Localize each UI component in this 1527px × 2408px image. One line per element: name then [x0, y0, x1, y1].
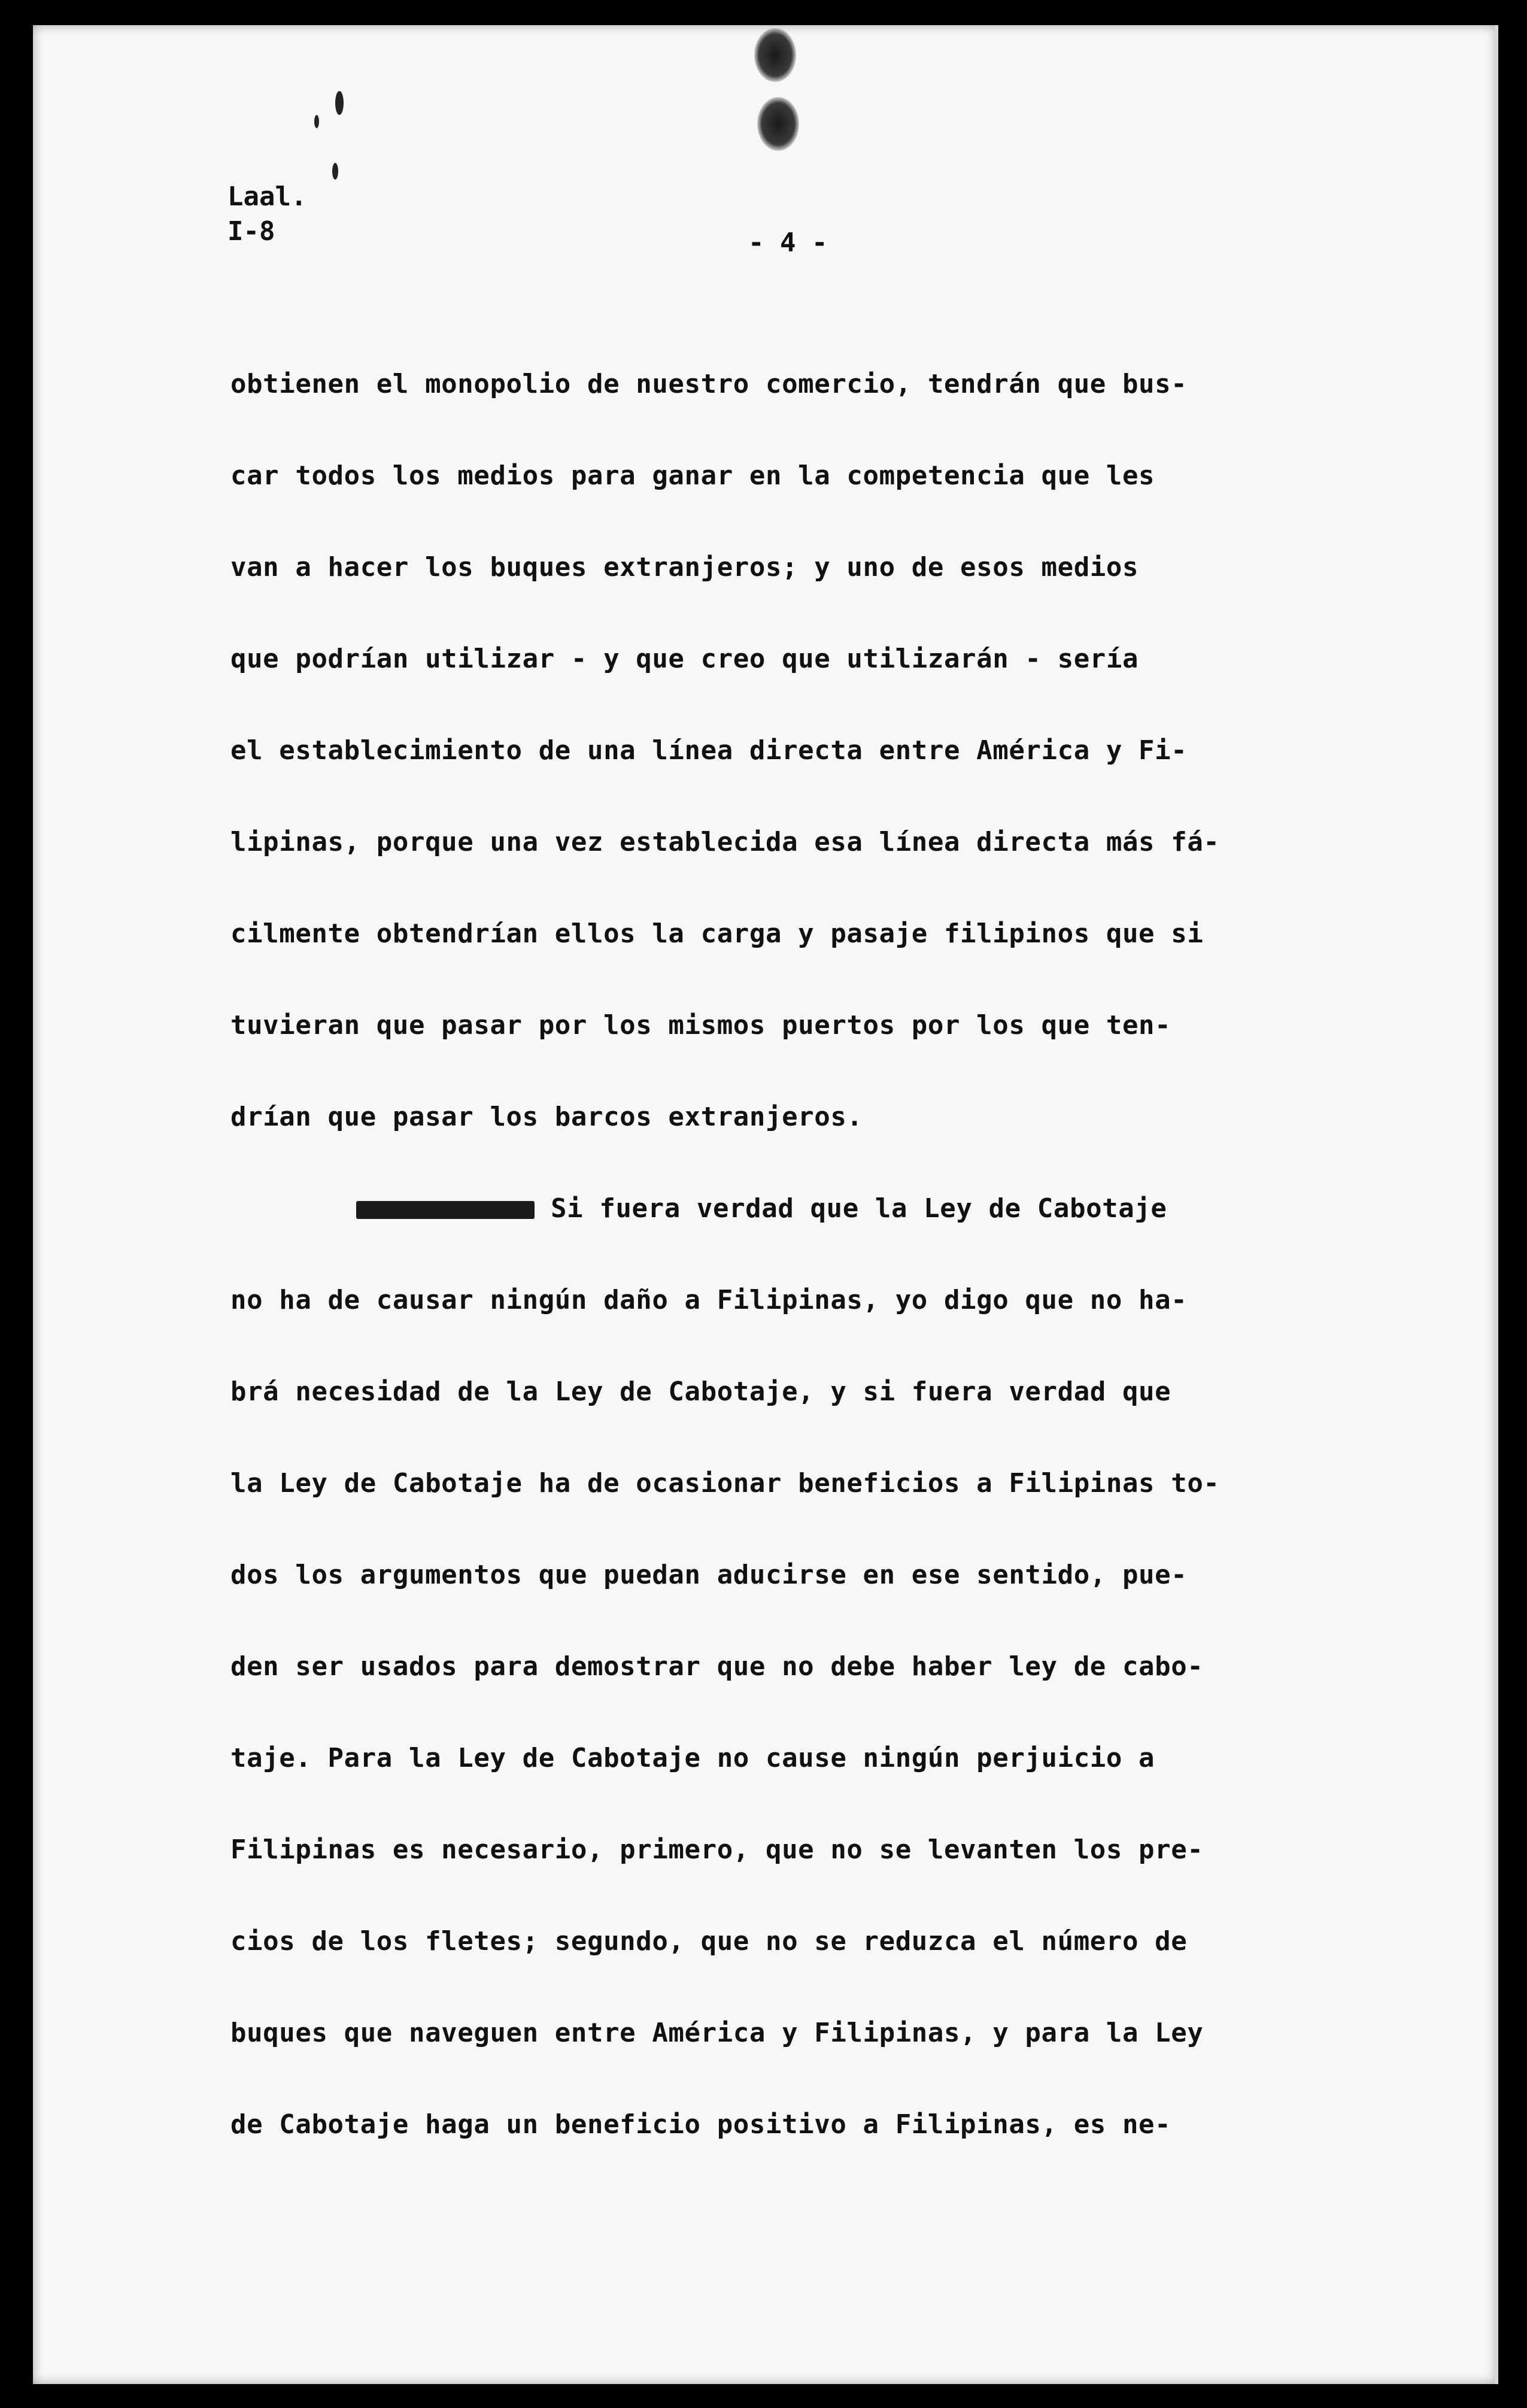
reference-line-2: I-8: [227, 216, 275, 247]
punch-hole: [754, 28, 796, 82]
text-line: no ha de causar ningún daño a Filipinas, yo digo que no ha-: [230, 1285, 1188, 1315]
text-line: Filipinas es necesario, primero, que no se levanten los pre-: [230, 1834, 1204, 1865]
text-line: que podrían utilizar - y que creo que utilizarán - sería: [230, 644, 1139, 674]
text-line: cios de los fletes; segundo, que no se reduzca el número de: [230, 1926, 1188, 1957]
text-line: tuvieran que pasar por los mismos puertos por los que ten-: [230, 1010, 1171, 1041]
paragraph-2-first-line: [230, 1163, 1362, 1254]
text-line: el establecimiento de una línea directa entre América y Fi-: [230, 735, 1188, 766]
reference-line-1: Laal.: [227, 181, 307, 212]
text-line: den ser usados para demostrar que no debe haber ley de cabo-: [230, 1651, 1204, 1682]
text-line: van a hacer los buques extranjeros; y uno de esos medios: [230, 552, 1139, 583]
text-line: lipinas, porque una vez establecida esa línea directa más fá-: [230, 827, 1220, 857]
reference-code: [227, 180, 306, 249]
text-line: de Cabotaje haga un beneficio positivo a Filipinas, es ne-: [230, 2109, 1171, 2140]
document-body: [230, 338, 1362, 2170]
ink-speck: [314, 115, 319, 128]
ink-speck: [335, 91, 344, 115]
page-edge: [1495, 25, 1498, 2384]
ink-speck: [332, 163, 338, 180]
text-line: car todos los medios para ganar en la competencia que les: [230, 460, 1155, 491]
text-line: Si fuera verdad que la Ley de Cabotaje: [551, 1193, 1167, 1224]
page-number: - 4 -: [748, 228, 828, 258]
text-line: dos los argumentos que puedan aducirse en ese sentido, pue-: [230, 1560, 1188, 1590]
text-line: obtienen el monopolio de nuestro comercio, tendrán que bus-: [230, 369, 1188, 399]
struck-out-text: [356, 1201, 535, 1219]
text-line: drían que pasar los barcos extranjeros.: [230, 1102, 863, 1132]
text-line: buques que naveguen entre América y Filipinas, y para la Ley: [230, 2018, 1204, 2048]
text-line: cilmente obtendrían ellos la carga y pasaje filipinos que si: [230, 918, 1204, 949]
text-line: la Ley de Cabotaje ha de ocasionar beneficios a Filipinas to-: [230, 1468, 1220, 1499]
text-line: taje. Para la Ley de Cabotaje no cause ningún perjuicio a: [230, 1743, 1155, 1773]
text-line: brá necesidad de la Ley de Cabotaje, y si fuera verdad que: [230, 1376, 1171, 1407]
punch-hole: [757, 97, 799, 151]
